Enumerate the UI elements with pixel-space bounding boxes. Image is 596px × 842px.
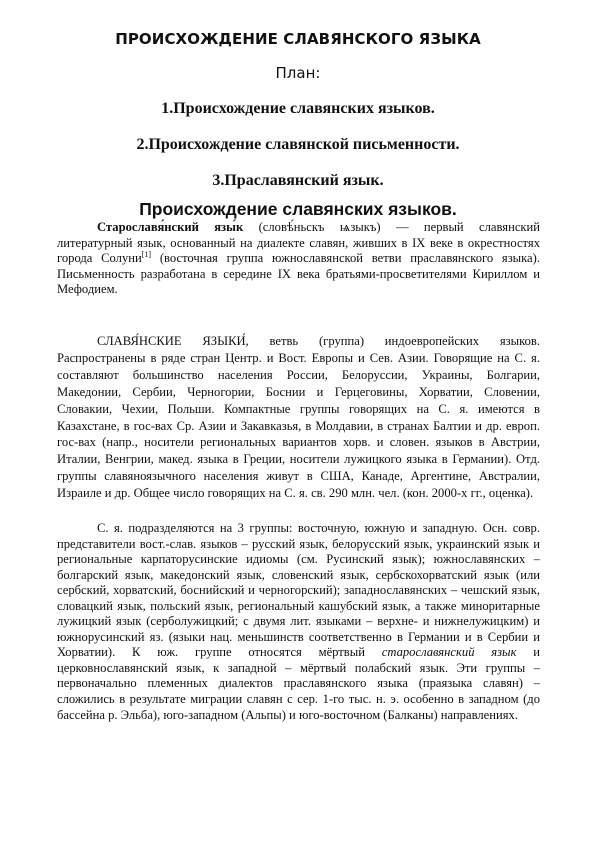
paragraph-slavic-languages <box>57 333 540 502</box>
self-name: (словѣ́ньскъ ѩзыкъ) <box>258 220 381 234</box>
plan-item-2: 2.Происхождение славянской письменности. <box>136 136 460 153</box>
italic-term: старославянский язык <box>381 645 517 660</box>
plan-item-3: 3.Праславянский язык. <box>212 172 384 189</box>
plan-item-1: 1.Происхождение славянских языков. <box>161 100 435 117</box>
paragraph3-text-b: и церковнославянский язык, к западной – мёртвый полабский язык. Эти группы – первоначально племенных диалектов праславянского языка (праязыка славян) – сложились в результате миграции славян с сер. 1-го тыс. н. э. особенно в западном (до бассейна р. Эльба), юго-западном (Альпы) и юго-восточном (Балканы) направлениях. <box>57 645 540 722</box>
paragraph1-text-a: — первый славянский литературный язык, основанный на диалекте славян, живших в IX веке в окрестностях города Солуни <box>57 220 541 266</box>
document-title: ПРОИСХОЖДЕНИЕ СЛАВЯНСКОГО ЯЗЫКА <box>115 30 481 48</box>
footnote-link[interactable]: [1] <box>141 250 152 259</box>
paragraph2-text: СЛАВЯ́НСКИЕ ЯЗЫКИ́, ветвь (группа) индоевропейских языков. Распространены в ряде стран Центр. и Вост. Европы и Сев. Азии. Говорящие на С. я. составляют большинство населения России, Белоруссии, Украины, Болгарии, Македонии, Сербии, Черногории, Боснии и Герцеговины, Хорватии, Словении, Словакии, Чехии, Польши. Компактные группы говорящих на С. я. имеются в Казахстане, в гос-вах Ср. Азии и Закавказья, в Молдавии, в странах Балтии и др. европ. гос-вах (напр., носители региональных вариантов хорв. и словен. языков в Австрии, Италии, Венгрии, макед. языка в Греции, носители лужицкого языка в Германии). Отд. группы славяноязычного населения живут в США, Канаде, Аргентине, Австралии, Израиле и др. Общее число говорящих на С. я. св. 290 млн. чел. (кон. 2000-х гг., оценка). <box>57 334 540 501</box>
plan-heading: План: <box>275 64 321 82</box>
term-bold: Старославя́нский язы́к <box>97 220 244 234</box>
paragraph3-text-a: С. я. подразделяются на 3 группы: восточную, южную и западную. Осн. совр. представители вост.-слав. языков – русский язык, белорусский язык, украинский язык и региональные карпаторусинские идиомы (см. Русинский язык); южнославянских – болгарский язык, македонский язык, словенский язык, сербскохорватский язык (или сербский, хорватский, боснийский и черногорский); западнославянских – чешский язык, словацкий язык, польский язык, региональный кашубский язык, а также миноритарные лужицкий язык (серболужицкий; с двумя лит. языками – верхне- и нижнелужицким) и южнорусинский яз. (языки нац. меньшинств соответственно в Германии и в Сербии и Хорватии). К юж. группе относятся мёртвый <box>57 521 540 660</box>
paragraph-old-church-slavonic <box>57 220 540 298</box>
paragraph-slavic-groups <box>57 521 540 723</box>
section-heading: Происхождение славянских языков. <box>139 199 457 219</box>
paragraph1-text-b: (восточная группа южнославянской ветви праславянского языка). Письменность разработана в середине IX века братьями-просветителями Кириллом и Мефодием. <box>57 251 540 297</box>
